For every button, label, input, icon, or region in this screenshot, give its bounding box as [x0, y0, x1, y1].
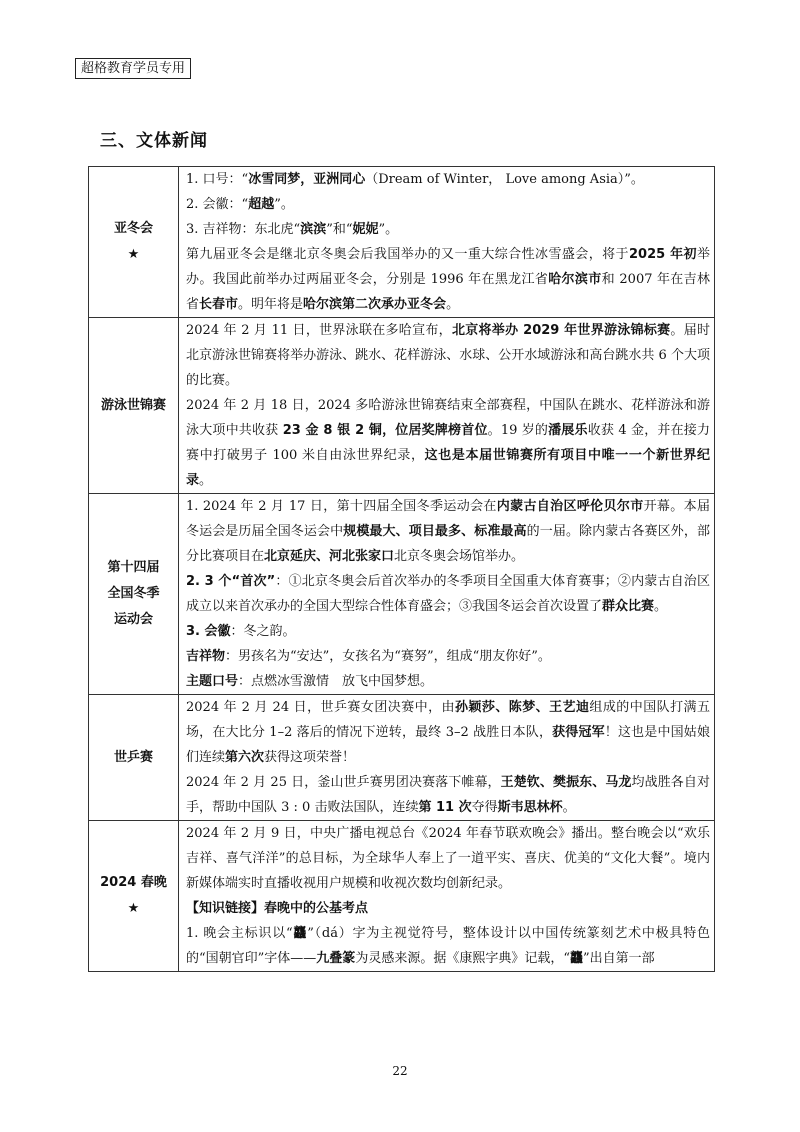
text: 获得这项荣誉！: [264, 750, 356, 765]
bold-text: 规模最大、项目最多、标准最高: [343, 524, 527, 539]
star-icon: ★: [127, 247, 140, 262]
bold-text: 获得冠军: [552, 725, 605, 740]
paragraph: [186, 494, 710, 569]
text: 。: [199, 473, 213, 488]
paragraph: [186, 770, 710, 820]
bold-text: 斯韦思林杯: [497, 800, 563, 815]
category-cell: [89, 318, 179, 494]
text: 北京冬奥会场馆举办。: [394, 549, 525, 564]
text: 。: [562, 800, 576, 815]
text: ！这也是中国姑娘们连续: [186, 725, 710, 765]
text: 。明年将是: [238, 297, 304, 312]
bold-text: 超越: [248, 197, 275, 212]
content-cell: [179, 494, 715, 695]
bold-text: 23 金 8 银 2 铜，位居奖牌榜首位: [282, 423, 488, 438]
text: 1. 晚会主标识以“: [186, 926, 293, 941]
text: 和 2007 年在吉林省: [186, 272, 710, 312]
text: 1. 2024 年 2 月 17 日，第十四届全国冬季运动会在: [186, 499, 497, 514]
text: 1. 口号：“: [186, 172, 249, 187]
bold-text: 滨滨: [300, 222, 327, 237]
category-cell: [89, 695, 179, 821]
paragraph: [186, 318, 710, 393]
paragraph: [186, 644, 710, 669]
paragraph: [186, 242, 710, 317]
paragraph: [186, 896, 710, 921]
text: 2024 年 2 月 24 日，世乒赛女团决赛中，由: [186, 700, 455, 715]
row-national-winter-games: [89, 494, 715, 695]
category-label: 第十四届: [107, 560, 160, 575]
text: ”和“: [326, 222, 353, 237]
text: 均战胜各自对手，帮助中国队 3 : 0 击败法国队，连续: [186, 775, 710, 815]
paragraph: [186, 921, 710, 971]
text: 夺得: [471, 800, 498, 815]
text: ：冬之韵。: [230, 624, 296, 639]
text: 开幕。本届冬运会是历届全国冬运会中: [186, 499, 710, 539]
bold-text: 3. 会徽: [186, 624, 231, 639]
text: 2024 年 2 月 9 日，中央广播电视总台《2024 年春节联欢晚会》播出。整台晚会以“欢乐吉祥、喜气洋洋”的总目标，为全球华人奉上了一道平实、喜庆、优美的“文化大餐”。境内新媒体端实时直播收视用户规模和收视次数均创新纪录。: [186, 826, 710, 891]
watermark-stamp: 超格教育学员专用: [75, 58, 191, 79]
text: （Dream of Winter， Love among Asia）”。: [365, 172, 644, 187]
category-label: 亚冬会: [113, 221, 153, 236]
bold-text: 哈尔滨第二次承办亚冬会: [303, 297, 447, 312]
text: 。届时北京游泳世锦赛将举办游泳、跳水、花样游泳、水球、公开水域游泳和高台跳水共 6 个大项的比赛。: [186, 323, 710, 388]
category-label: 2024 春晚: [100, 875, 167, 890]
text: 第九届亚冬会是继北京冬奥会后我国举办的又一重大综合性冰雪盛会，将于: [186, 247, 629, 262]
bold-text: 内蒙古自治区呼伦贝尔市: [496, 499, 644, 514]
text: 2. 会徽：“: [186, 197, 249, 212]
bold-text: 长春市: [199, 297, 239, 312]
bold-text: 吉祥物: [186, 649, 226, 664]
content-cell: [179, 318, 715, 494]
bold-text: 【知识链接】春晚中的公基考点: [186, 901, 369, 916]
bold-text: 哈尔滨市: [548, 272, 602, 287]
paragraph: [186, 393, 710, 493]
bold-text: 第 11 次: [418, 800, 472, 815]
bold-text: 第六次: [225, 750, 265, 765]
bold-text: 潘展乐: [548, 423, 588, 438]
bold-text: 龘: [292, 926, 308, 941]
text: ”出自第一部: [582, 951, 655, 966]
content-cell: [179, 821, 715, 972]
text: 2024 年 2 月 11 日，世界泳联在多哈宣布，: [186, 323, 452, 338]
row-spring-gala: [89, 821, 715, 972]
bold-text: 九叠篆: [316, 951, 356, 966]
paragraph: [186, 569, 710, 619]
news-table: [88, 166, 715, 972]
bold-text: 2025 年初: [628, 247, 697, 262]
text: 。: [446, 297, 460, 312]
text: 为灵感来源。据《康熙字典》记载，“: [355, 951, 570, 966]
star-icon: ★: [127, 901, 140, 916]
bold-text: 这也是本届世锦赛所有项目中唯一一个新世界纪录: [186, 448, 710, 488]
text: 举办。我国此前举办过两届亚冬会，分别是 1996 年在黑龙江省: [186, 247, 710, 287]
text: 。19 岁的: [487, 423, 549, 438]
category-cell: [89, 821, 179, 972]
text: ”。: [378, 222, 399, 237]
row-table-tennis-worlds: [89, 695, 715, 821]
text: ”。: [274, 197, 294, 212]
text: 2024 年 2 月 18 日，2024 多哈游泳世锦赛结束全部赛程，中国队在跳水、花样游泳和游泳大项中共收获: [186, 398, 710, 438]
bold-text: 北京延庆、河北张家口: [264, 549, 395, 564]
text: 3. 吉祥物：东北虎“: [186, 222, 301, 237]
bold-text: 冰雪同梦，亚洲同心: [248, 172, 366, 187]
paragraph: [186, 192, 710, 217]
paragraph: [186, 167, 710, 192]
text: ：点燃冰雪激情 放飞中国梦想。: [238, 674, 434, 689]
bold-text: 龘: [569, 951, 583, 966]
text: 收获 4 金，并在接力赛中打破男子 100 米自由泳世界纪录，: [186, 423, 710, 463]
category-label: 运动会: [113, 612, 153, 627]
bold-text: 2. 3 个“首次”: [186, 574, 276, 589]
bold-text: 群众比赛: [602, 599, 655, 614]
bold-text: 北京将举办 2029 年世界游泳锦标赛: [451, 323, 671, 338]
text: ：①北京冬奥会后首次举办的冬季项目全国重大体育赛事；②内蒙古自治区成立以来首次承办的全国大型综合性体育盛会；③我国冬运会首次设置了: [186, 574, 710, 614]
page-number: 22: [392, 1064, 408, 1078]
category-label: 世乒赛: [113, 749, 153, 765]
text: 。: [654, 599, 668, 614]
row-asian-winter-games: [89, 167, 715, 318]
bold-text: 王楚钦、樊振东、马龙: [500, 775, 632, 790]
bold-text: 妮妮: [352, 222, 379, 237]
text: ”（dá）字为主视觉符号，整体设计以中国传统篆刻艺术中极具特色的“国朝官印”字体——: [186, 926, 710, 966]
text: 2024 年 2 月 25 日，釜山世乒赛男团决赛落下帷幕，: [186, 775, 501, 790]
row-swimming-worlds: [89, 318, 715, 494]
text: 组成的中国队打满五场，在大比分 1–2 落后的情况下逆转，最终 3–2 战胜日本队，: [186, 700, 710, 740]
text: ：男孩名为“安达”，女孩名为“赛努”，组成“朋友你好”。: [225, 649, 551, 664]
content-cell: [179, 167, 715, 318]
paragraph: [186, 821, 710, 896]
content-cell: [179, 695, 715, 821]
text: 的一届。除内蒙古各赛区外，部分比赛项目在: [186, 524, 710, 564]
section-title: 三、文体新闻: [100, 131, 208, 151]
paragraph: [186, 217, 710, 242]
bold-text: 孙颖莎、陈梦、王艺迪: [454, 700, 590, 715]
category-label: 游泳世锦赛: [100, 397, 166, 413]
category-label: 全国冬季: [107, 586, 160, 601]
paragraph: [186, 695, 710, 770]
paragraph: [186, 619, 710, 644]
category-cell: [89, 167, 179, 318]
paragraph: [186, 669, 710, 694]
category-cell: [89, 494, 179, 695]
bold-text: 主题口号: [186, 674, 239, 689]
